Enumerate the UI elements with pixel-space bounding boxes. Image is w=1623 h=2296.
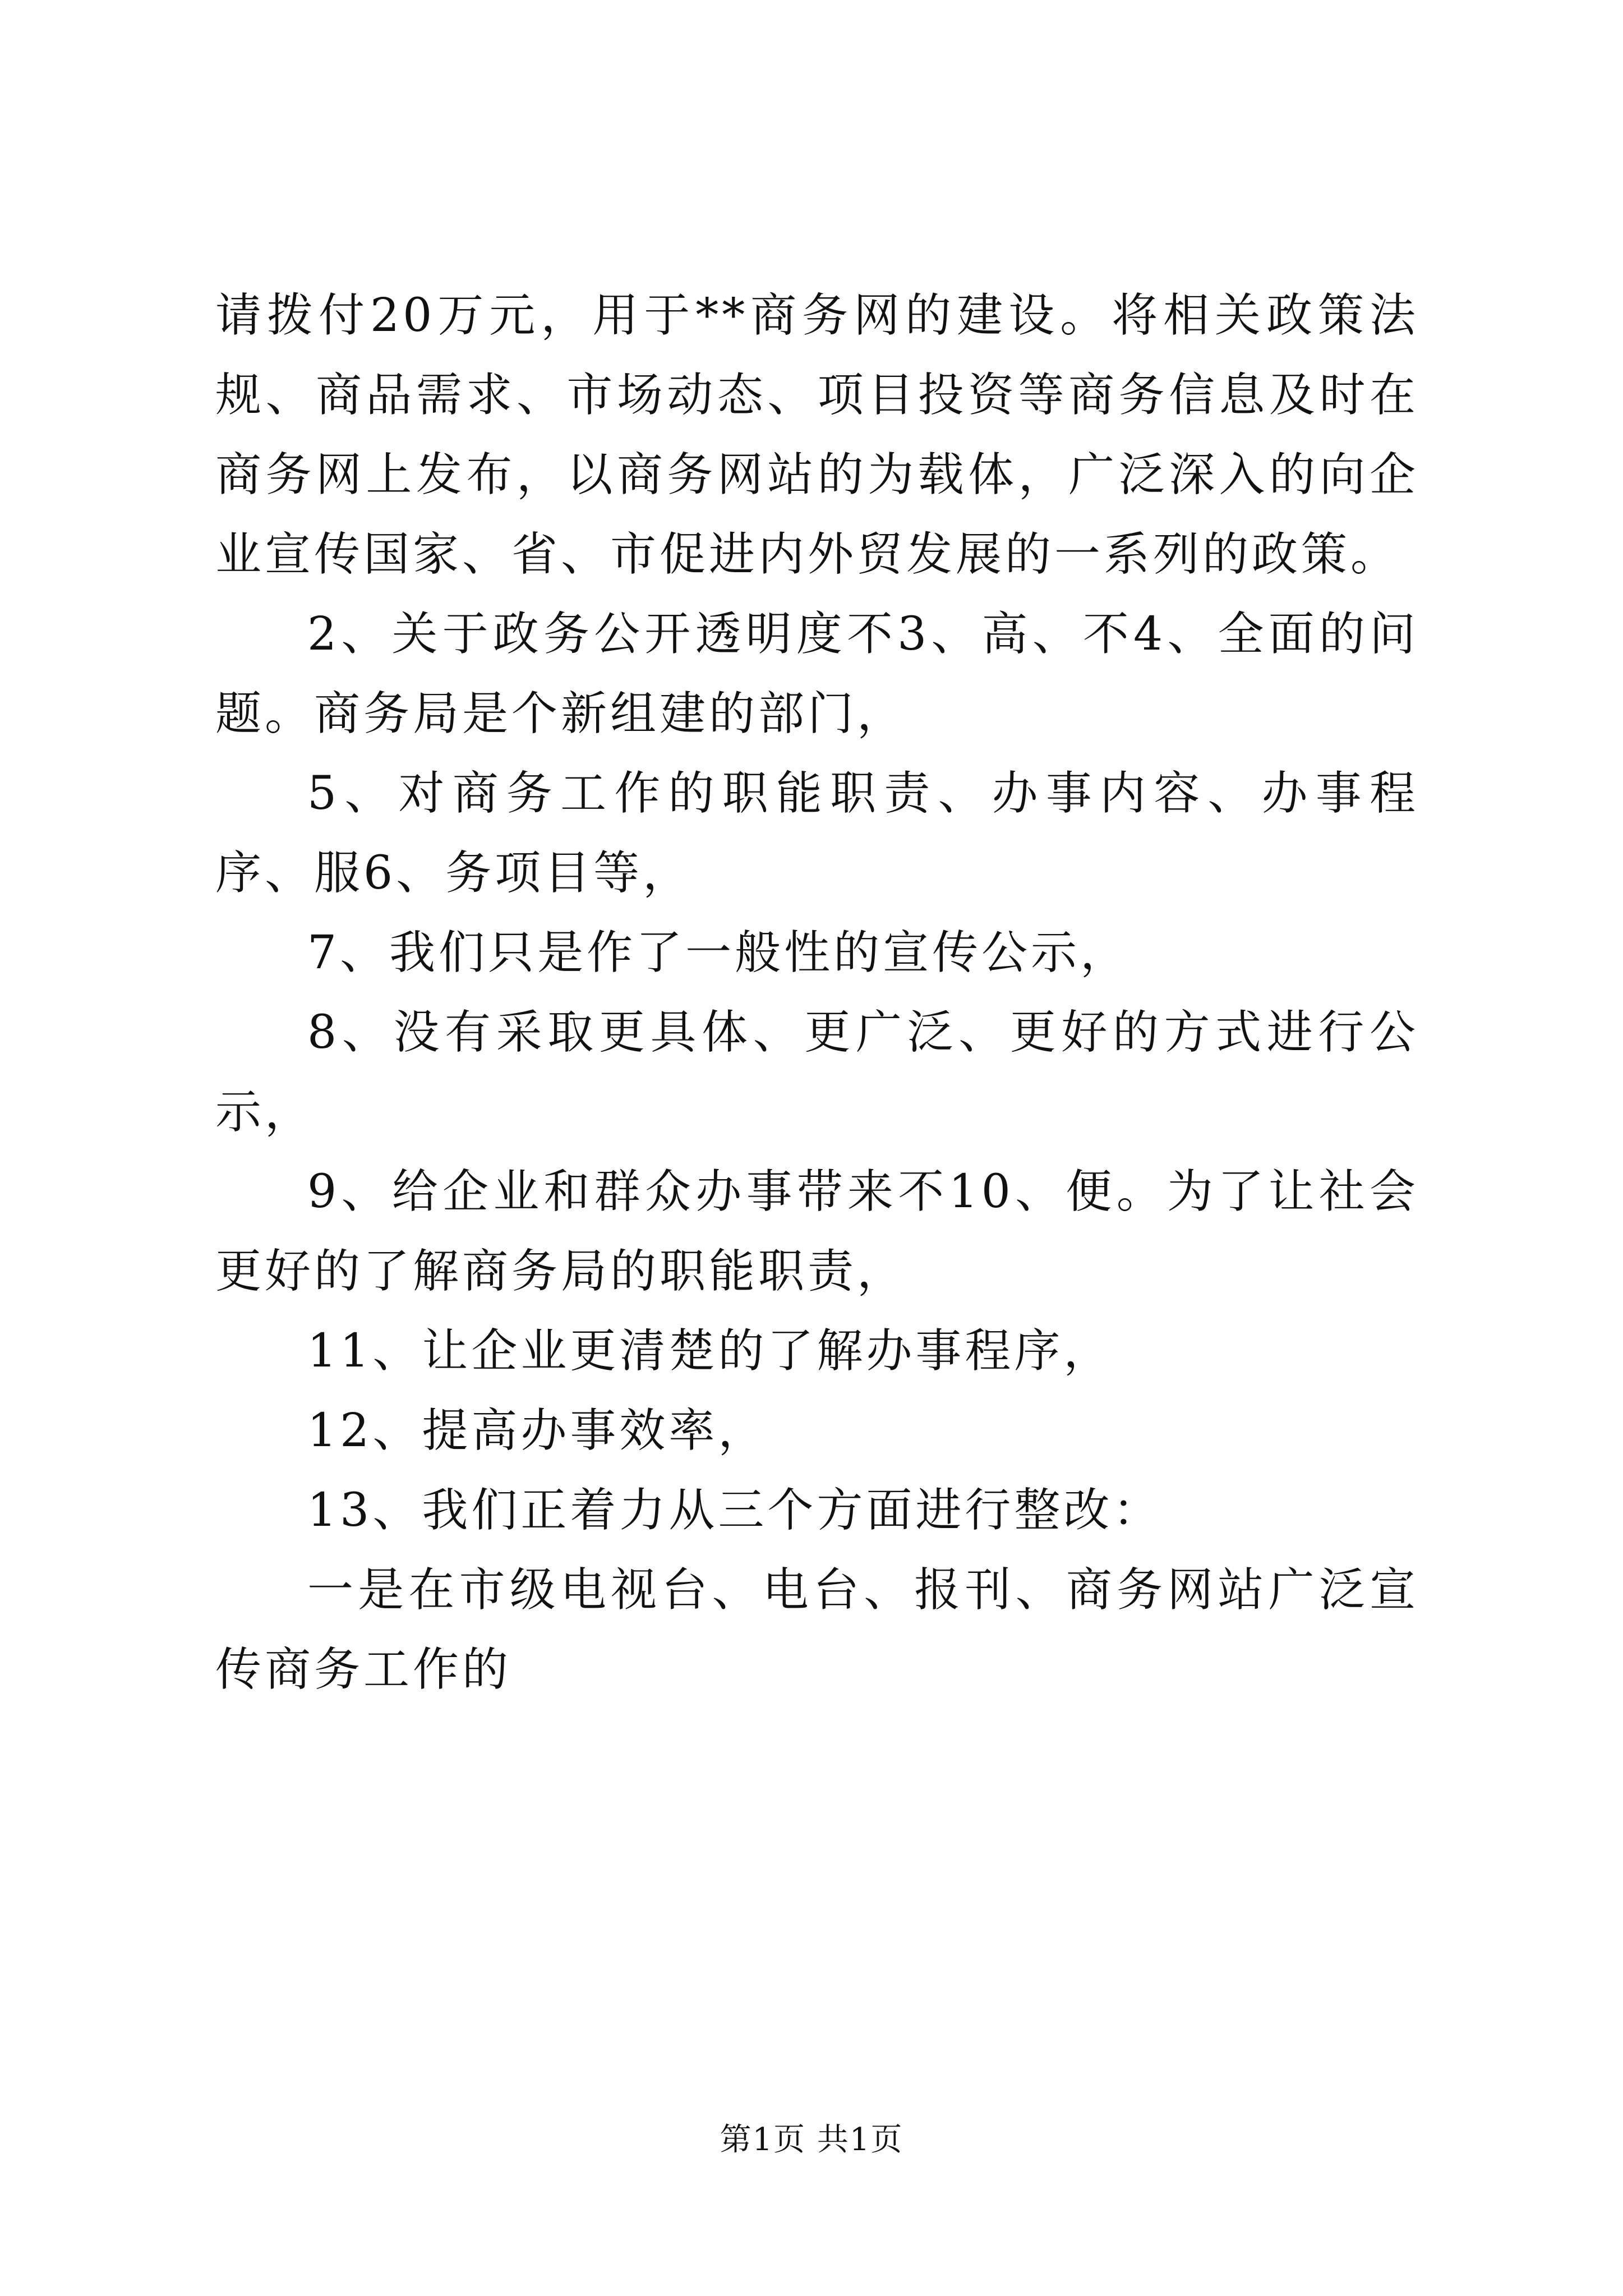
paragraph-1: 请拨付20万元，用于**商务网的建设。将相关政策法规、商品需求、市场动态、项目投资等商务信息及时在商务网上发布，以商务网站的为载体，广泛深入的向企业宣传国家、省、市促进内外贸发展的一系列的政策。: [215, 289, 1419, 581]
paragraph-5: 8、没有采取更具体、更广泛、更好的方式进行公示，: [215, 1006, 1419, 1139]
paragraph-3: 5、对商务工作的职能职责、办事内容、办事程序、服6、务项目等，: [215, 767, 1419, 900]
paragraph-4: 7、我们只是作了一般性的宣传公示，: [307, 926, 1130, 979]
page-footer: 第1页 共1页: [720, 2122, 903, 2158]
paragraph-6: 9、给企业和群众办事带来不10、便。为了让社会更好的了解商务局的职能职责，: [215, 1165, 1419, 1298]
paragraph-9: 13、我们正着力从三个方面进行整改：: [307, 1484, 1163, 1537]
paragraph-2: 2、关于政务公开透明度不3、高、不4、全面的问题。商务局是个新组建的部门，: [215, 608, 1419, 740]
paragraph-8: 12、提高办事效率，: [307, 1404, 768, 1457]
document-body: [215, 276, 1419, 1710]
paragraph-10: 一是在市级电视台、电台、报刊、商务网站广泛宣传商务工作的: [215, 1563, 1419, 1696]
paragraph-7: 11、让企业更清楚的了解办事程序，: [307, 1324, 1113, 1378]
